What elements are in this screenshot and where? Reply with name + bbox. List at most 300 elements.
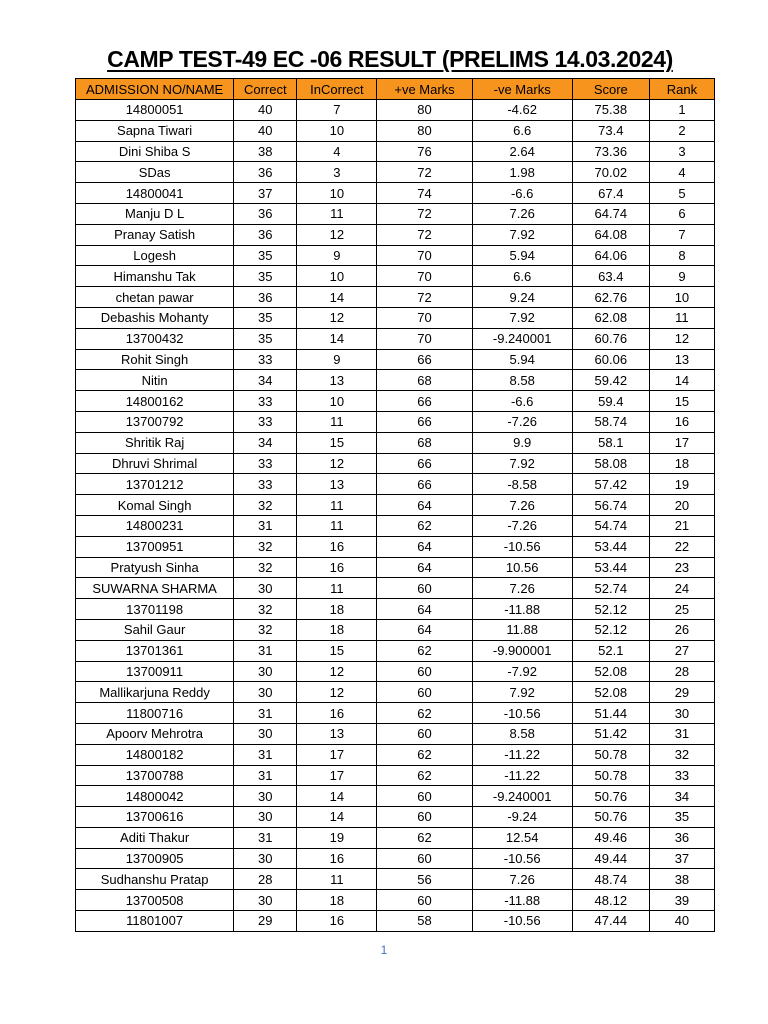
table-cell: 10.56	[472, 557, 572, 578]
table-cell: 66	[377, 349, 472, 370]
column-header: Rank	[649, 79, 714, 100]
table-cell: 11	[297, 869, 377, 890]
table-cell: 17	[297, 765, 377, 786]
table-row	[76, 515, 715, 536]
table-cell: 17	[297, 744, 377, 765]
table-cell: 80	[377, 100, 472, 121]
table-cell: 14	[297, 287, 377, 308]
table-cell: 14800231	[76, 515, 234, 536]
table-cell: 31	[234, 827, 297, 848]
results-table	[75, 78, 715, 932]
table-cell: 13700951	[76, 536, 234, 557]
table-cell: -10.56	[472, 703, 572, 724]
table-cell: 50.78	[572, 744, 649, 765]
table-cell: 36	[649, 827, 714, 848]
table-cell: 9.9	[472, 432, 572, 453]
table-cell: Rohit Singh	[76, 349, 234, 370]
table-cell: 60.76	[572, 328, 649, 349]
table-cell: 72	[377, 224, 472, 245]
table-cell: 66	[377, 474, 472, 495]
table-cell: 18	[649, 453, 714, 474]
table-cell: 14	[297, 786, 377, 807]
table-cell: 59.4	[572, 391, 649, 412]
table-cell: 9	[297, 245, 377, 266]
table-cell: 15	[649, 391, 714, 412]
table-cell: -8.58	[472, 474, 572, 495]
table-cell: 12	[297, 453, 377, 474]
table-cell: SUWARNA SHARMA	[76, 578, 234, 599]
table-cell: 62.08	[572, 307, 649, 328]
table-cell: 11	[649, 307, 714, 328]
table-cell: Sudhanshu Pratap	[76, 869, 234, 890]
table-cell: 35	[649, 807, 714, 828]
table-cell: 52.08	[572, 682, 649, 703]
table-cell: 38	[649, 869, 714, 890]
table-cell: 13	[297, 723, 377, 744]
table-cell: 60.06	[572, 349, 649, 370]
table-cell: 53.44	[572, 536, 649, 557]
table-cell: 31	[649, 723, 714, 744]
table-cell: 12	[297, 307, 377, 328]
table-row	[76, 349, 715, 370]
table-cell: 14800041	[76, 183, 234, 204]
table-cell: 10	[297, 266, 377, 287]
table-cell: 51.44	[572, 703, 649, 724]
table-cell: 27	[649, 640, 714, 661]
table-cell: 17	[649, 432, 714, 453]
table-cell: 10	[297, 120, 377, 141]
table-cell: -7.26	[472, 515, 572, 536]
table-row	[76, 827, 715, 848]
table-cell: 30	[234, 848, 297, 869]
table-cell: 66	[377, 411, 472, 432]
table-cell: 28	[649, 661, 714, 682]
table-cell: 50.76	[572, 807, 649, 828]
table-cell: 13700905	[76, 848, 234, 869]
table-cell: -11.88	[472, 599, 572, 620]
table-cell: 12	[297, 661, 377, 682]
table-cell: 56	[377, 869, 472, 890]
table-cell: Apoorv Mehrotra	[76, 723, 234, 744]
table-cell: 7.92	[472, 453, 572, 474]
table-cell: 13700911	[76, 661, 234, 682]
table-cell: 48.12	[572, 890, 649, 911]
column-header: Correct	[234, 79, 297, 100]
table-cell: 75.38	[572, 100, 649, 121]
table-row	[76, 661, 715, 682]
table-row	[76, 848, 715, 869]
table-cell: 32	[234, 619, 297, 640]
table-cell: 60	[377, 578, 472, 599]
table-row	[76, 682, 715, 703]
table-cell: 37	[649, 848, 714, 869]
table-cell: chetan pawar	[76, 287, 234, 308]
table-cell: 70.02	[572, 162, 649, 183]
table-cell: 10	[297, 183, 377, 204]
table-row	[76, 557, 715, 578]
table-cell: 6.6	[472, 266, 572, 287]
table-cell: 4	[297, 141, 377, 162]
table-row	[76, 536, 715, 557]
table-cell: -6.6	[472, 391, 572, 412]
table-cell: 56.74	[572, 495, 649, 516]
table-cell: 30	[234, 682, 297, 703]
table-row	[76, 723, 715, 744]
table-cell: 64.08	[572, 224, 649, 245]
table-cell: Sapna Tiwari	[76, 120, 234, 141]
table-cell: 60	[377, 786, 472, 807]
table-cell: 52.12	[572, 599, 649, 620]
table-cell: 13700792	[76, 411, 234, 432]
table-cell: 48.74	[572, 869, 649, 890]
table-cell: -10.56	[472, 848, 572, 869]
table-row	[76, 578, 715, 599]
table-cell: 16	[649, 411, 714, 432]
table-cell: 8.58	[472, 370, 572, 391]
table-cell: 60	[377, 890, 472, 911]
table-cell: 25	[649, 599, 714, 620]
table-cell: 34	[234, 432, 297, 453]
table-cell: 49.44	[572, 848, 649, 869]
table-cell: Dhruvi Shrimal	[76, 453, 234, 474]
table-cell: 63.4	[572, 266, 649, 287]
table-cell: -11.22	[472, 765, 572, 786]
table-row	[76, 203, 715, 224]
table-cell: 36	[234, 224, 297, 245]
table-cell: 64	[377, 536, 472, 557]
table-cell: 58.08	[572, 453, 649, 474]
table-cell: 1.98	[472, 162, 572, 183]
table-cell: 62.76	[572, 287, 649, 308]
column-header: ADMISSION NO/NAME	[76, 79, 234, 100]
table-cell: 36	[234, 203, 297, 224]
table-cell: 68	[377, 432, 472, 453]
table-cell: 21	[649, 515, 714, 536]
table-cell: Nitin	[76, 370, 234, 391]
table-cell: 49.46	[572, 827, 649, 848]
table-cell: 58	[377, 911, 472, 932]
table-cell: 72	[377, 162, 472, 183]
table-cell: 7	[297, 100, 377, 121]
table-row	[76, 890, 715, 911]
table-cell: -11.88	[472, 890, 572, 911]
table-cell: 33	[234, 474, 297, 495]
table-cell: Manju D L	[76, 203, 234, 224]
table-cell: 18	[297, 599, 377, 620]
table-cell: 22	[649, 536, 714, 557]
table-cell: 9	[297, 349, 377, 370]
table-cell: 24	[649, 578, 714, 599]
table-cell: 30	[234, 723, 297, 744]
table-cell: 7.92	[472, 224, 572, 245]
table-cell: 5.94	[472, 245, 572, 266]
table-cell: -9.24	[472, 807, 572, 828]
page-title: CAMP TEST-49 EC -06 RESULT (PRELIMS 14.03.2024)	[107, 46, 673, 72]
table-cell: 40	[649, 911, 714, 932]
table-row	[76, 703, 715, 724]
table-cell: 32	[234, 536, 297, 557]
table-cell: 58.74	[572, 411, 649, 432]
table-cell: 64.74	[572, 203, 649, 224]
table-cell: 70	[377, 307, 472, 328]
table-cell: 11	[297, 203, 377, 224]
table-row	[76, 287, 715, 308]
table-cell: 2	[649, 120, 714, 141]
table-row	[76, 391, 715, 412]
table-cell: 64	[377, 619, 472, 640]
table-cell: 16	[297, 703, 377, 724]
table-cell: 11	[297, 578, 377, 599]
table-cell: 14800162	[76, 391, 234, 412]
table-cell: 7.92	[472, 307, 572, 328]
table-cell: 30	[234, 807, 297, 828]
table-cell: 23	[649, 557, 714, 578]
table-cell: 67.4	[572, 183, 649, 204]
table-cell: 14800042	[76, 786, 234, 807]
table-cell: 66	[377, 453, 472, 474]
table-cell: -7.26	[472, 411, 572, 432]
table-cell: Himanshu Tak	[76, 266, 234, 287]
table-cell: 33	[234, 453, 297, 474]
table-cell: -7.92	[472, 661, 572, 682]
table-cell: 50.78	[572, 765, 649, 786]
table-cell: 7.92	[472, 682, 572, 703]
table-cell: 31	[234, 640, 297, 661]
table-cell: 62	[377, 744, 472, 765]
table-cell: 3	[649, 141, 714, 162]
table-cell: 70	[377, 245, 472, 266]
column-header: -ve Marks	[472, 79, 572, 100]
table-row	[76, 807, 715, 828]
table-cell: 7.26	[472, 578, 572, 599]
table-row	[76, 224, 715, 245]
table-row	[76, 786, 715, 807]
table-cell: 64	[377, 599, 472, 620]
table-cell: 8.58	[472, 723, 572, 744]
table-cell: 52.12	[572, 619, 649, 640]
table-cell: 74	[377, 183, 472, 204]
column-header: +ve Marks	[377, 79, 472, 100]
table-cell: -6.6	[472, 183, 572, 204]
table-cell: 52.74	[572, 578, 649, 599]
table-cell: 13701212	[76, 474, 234, 495]
table-cell: 38	[234, 141, 297, 162]
table-cell: 12	[297, 224, 377, 245]
table-row	[76, 328, 715, 349]
table-cell: 36	[234, 162, 297, 183]
table-cell: 13	[297, 474, 377, 495]
table-cell: 13700432	[76, 328, 234, 349]
table-cell: 47.44	[572, 911, 649, 932]
table-header	[76, 79, 715, 100]
table-cell: 60	[377, 682, 472, 703]
table-cell: 36	[234, 287, 297, 308]
table-cell: 37	[234, 183, 297, 204]
table-cell: 33	[234, 411, 297, 432]
table-cell: 68	[377, 370, 472, 391]
table-cell: 60	[377, 807, 472, 828]
table-cell: 4	[649, 162, 714, 183]
table-cell: 76	[377, 141, 472, 162]
table-cell: 11801007	[76, 911, 234, 932]
table-cell: 2.64	[472, 141, 572, 162]
table-cell: 30	[234, 890, 297, 911]
table-cell: Aditi Thakur	[76, 827, 234, 848]
table-cell: -11.22	[472, 744, 572, 765]
table-cell: 5.94	[472, 349, 572, 370]
table-row	[76, 245, 715, 266]
table-cell: 60	[377, 848, 472, 869]
table-cell: 13700616	[76, 807, 234, 828]
table-cell: 30	[234, 578, 297, 599]
table-cell: 50.76	[572, 786, 649, 807]
table-cell: 62	[377, 640, 472, 661]
table-row	[76, 100, 715, 121]
table-cell: Dini Shiba S	[76, 141, 234, 162]
table-row	[76, 432, 715, 453]
table-cell: 8	[649, 245, 714, 266]
table-cell: 62	[377, 703, 472, 724]
table-cell: 16	[297, 911, 377, 932]
table-cell: 6.6	[472, 120, 572, 141]
table-cell: 14	[649, 370, 714, 391]
table-cell: 7.26	[472, 869, 572, 890]
table-row	[76, 599, 715, 620]
table-cell: 35	[234, 266, 297, 287]
table-cell: 32	[649, 744, 714, 765]
table-cell: 31	[234, 744, 297, 765]
table-cell: -10.56	[472, 536, 572, 557]
table-cell: 64	[377, 557, 472, 578]
table-cell: 51.42	[572, 723, 649, 744]
table-cell: 57.42	[572, 474, 649, 495]
table-row	[76, 183, 715, 204]
table-cell: 31	[234, 765, 297, 786]
table-cell: 13700508	[76, 890, 234, 911]
table-cell: 33	[649, 765, 714, 786]
table-cell: 34	[234, 370, 297, 391]
table-cell: 32	[234, 495, 297, 516]
table-row	[76, 411, 715, 432]
table-cell: 10	[649, 287, 714, 308]
table-row	[76, 911, 715, 932]
table-cell: 35	[234, 307, 297, 328]
column-header: Score	[572, 79, 649, 100]
table-cell: 30	[234, 786, 297, 807]
table-cell: 30	[234, 661, 297, 682]
table-cell: -9.240001	[472, 786, 572, 807]
table-cell: 30	[649, 703, 714, 724]
table-body	[76, 100, 715, 932]
table-cell: 16	[297, 557, 377, 578]
table-cell: 11	[297, 515, 377, 536]
table-cell: 19	[649, 474, 714, 495]
table-row	[76, 744, 715, 765]
table-cell: 16	[297, 536, 377, 557]
table-cell: 18	[297, 619, 377, 640]
table-cell: 6	[649, 203, 714, 224]
table-row	[76, 474, 715, 495]
column-header: InCorrect	[297, 79, 377, 100]
table-cell: 39	[649, 890, 714, 911]
table-cell: 60	[377, 723, 472, 744]
table-cell: 58.1	[572, 432, 649, 453]
table-cell: 19	[297, 827, 377, 848]
table-cell: 7.26	[472, 203, 572, 224]
table-cell: 64	[377, 495, 472, 516]
table-cell: 13701361	[76, 640, 234, 661]
table-row	[76, 162, 715, 183]
table-cell: 18	[297, 890, 377, 911]
table-cell: 10	[297, 391, 377, 412]
table-cell: Logesh	[76, 245, 234, 266]
page-number: 1	[380, 943, 388, 957]
table-cell: 15	[297, 432, 377, 453]
table-cell: 59.42	[572, 370, 649, 391]
table-cell: 11	[297, 495, 377, 516]
table-row	[76, 266, 715, 287]
table-row	[76, 120, 715, 141]
table-cell: Pratyush Sinha	[76, 557, 234, 578]
table-cell: 9.24	[472, 287, 572, 308]
table-cell: 15	[297, 640, 377, 661]
table-cell: 29	[649, 682, 714, 703]
table-row	[76, 640, 715, 661]
table-cell: 62	[377, 765, 472, 786]
table-cell: Pranay Satish	[76, 224, 234, 245]
table-cell: 54.74	[572, 515, 649, 536]
header-row	[76, 79, 715, 100]
table-row	[76, 141, 715, 162]
table-cell: -9.900001	[472, 640, 572, 661]
table-cell: 35	[234, 245, 297, 266]
table-cell: 73.36	[572, 141, 649, 162]
table-cell: 80	[377, 120, 472, 141]
table-row	[76, 307, 715, 328]
table-cell: 7	[649, 224, 714, 245]
table-cell: 14800051	[76, 100, 234, 121]
table-row	[76, 495, 715, 516]
table-cell: 31	[234, 515, 297, 536]
table-cell: 3	[297, 162, 377, 183]
table-cell: -10.56	[472, 911, 572, 932]
table-cell: 13700788	[76, 765, 234, 786]
table-cell: 9	[649, 266, 714, 287]
table-cell: 40	[234, 100, 297, 121]
table-row	[76, 453, 715, 474]
table-cell: Mallikarjuna Reddy	[76, 682, 234, 703]
table-cell: 70	[377, 266, 472, 287]
table-cell: 14800182	[76, 744, 234, 765]
table-cell: 28	[234, 869, 297, 890]
table-cell: 64.06	[572, 245, 649, 266]
table-cell: 11	[297, 411, 377, 432]
table-cell: 33	[234, 391, 297, 412]
table-cell: -4.62	[472, 100, 572, 121]
table-row	[76, 619, 715, 640]
table-cell: 53.44	[572, 557, 649, 578]
table-cell: 34	[649, 786, 714, 807]
table-cell: 5	[649, 183, 714, 204]
table-cell: 26	[649, 619, 714, 640]
table-cell: 62	[377, 515, 472, 536]
table-cell: 13	[297, 370, 377, 391]
table-cell: Debashis Mohanty	[76, 307, 234, 328]
table-cell: 12.54	[472, 827, 572, 848]
table-cell: 52.08	[572, 661, 649, 682]
table-cell: 14	[297, 807, 377, 828]
table-cell: 31	[234, 703, 297, 724]
